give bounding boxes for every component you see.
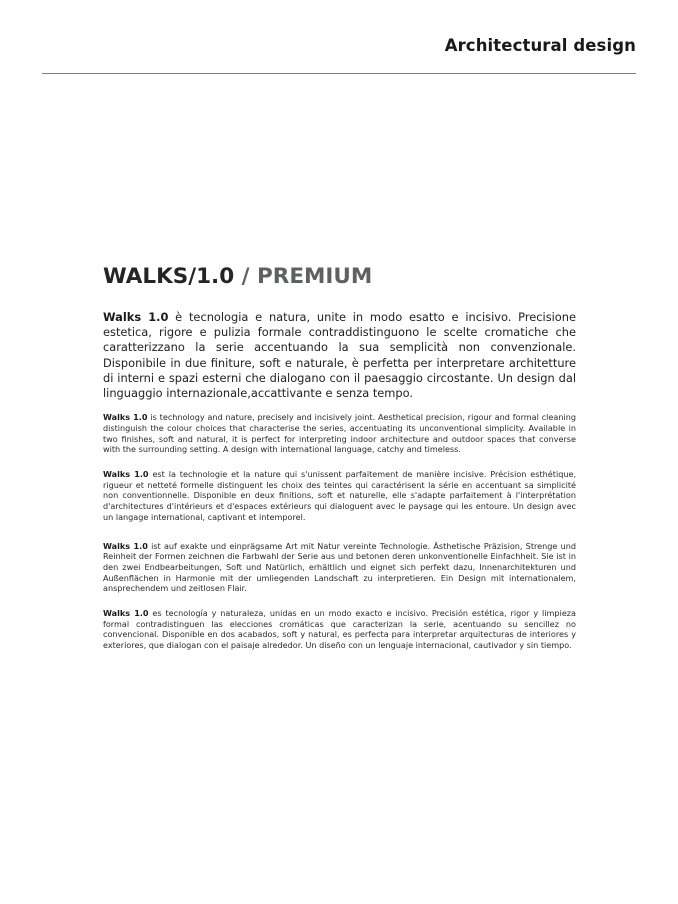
description-text-it: è tecnologia e natura, unite in modo esatto e incisivo. Precisione estetica, rigore e pulizia formale contraddistinguono le scelte cromatiche che caratterizzano la serie accentuando la sua semplicità non convenzionale. Disponibile in due finiture, soft e naturale, è perfetta per interpretare architetture di interni e spazi esterni che dialogano con il paesaggio circostante. Un design dal linguaggio internazionale,accattivante e senza tempo. [103,310,576,401]
product-name-it: Walks 1.0 [103,310,169,324]
description-italian [103,310,576,401]
product-name-en: Walks 1.0 [103,412,148,423]
description-spanish [103,608,576,651]
description-text-es: es tecnología y naturaleza, unidas en un modo exacto e incisivo. Precisión estética, rigor y limpieza formal contradistinguen las elecciones cromáticas que caracterizan la serie, acentuando su sencillez no convencional. Disponible en dos acabados, soft y natural, es perfecta para interpretar arquitecturas de interiores y exteriores, que dialogan con el paisaje alrededor. Un diseño con un lenguaje internacional, cautivador y sin tiempo. [103,608,577,651]
product-heading [103,262,576,292]
description-german [103,541,576,595]
description-text-fr: est la technologie et la nature qui s'unissent parfaitement de manière incisive. Précision esthétique, rigueur et netteté formelle distinguent les choix des teintes qui caractérisent la série en accentuant sa simplicité non conventionnelle. Disponible en deux finitions, soft et naturelle, elle s'adapte parfaitement à l'interprétation d'architectures d'intérieurs et d'espaces extérieurs qui dialoguent avec le paysage qui les entoure. Un design avec un langage international, captivant et intemporel. [103,469,577,522]
description-english [103,412,576,455]
product-name-es: Walks 1.0 [103,608,149,619]
product-series-name: WALKS/1.0 [103,264,235,289]
heading-separator: / [234,264,258,289]
product-range-name: PREMIUM [257,264,373,289]
product-name-fr: Walks 1.0 [103,469,149,480]
product-description [103,262,576,665]
header-divider [42,73,636,74]
description-text-en: is technology and nature, precisely and incisively joint. Aesthetical precision, rigour and formal cleaning distinguish the colour choices that characterise the series, accentuating its unconventional simplicity. Available in two finishes, soft and natural, it is perfect for interpreting indoor architecture and outdoor spaces that converse with the surrounding setting. A design with international language, catchy and timeless. [103,412,576,455]
product-name-de: Walks 1.0 [103,540,148,551]
description-text-de: ist auf exakte und einprägsame Art mit Natur vereinte Technologie. Ästhetische Präzision, Strenge und Reinheit der Formen zeichnen die Farbwahl der Serie aus und betonen deren unkonventionelle Einfachheit. Sie ist in den zwei Endbearbeitungen, Soft und Natürlich, erhältlich und eignet sich perfekt dazu, Innenarchitekturen und Außenflächen in Harmonie mit der umliegenden Landschaft zu interpretieren. Ein Design mit internationalem, ansprechendem und zeitlosen Flair. [103,540,576,594]
section-title: Architectural design [444,36,636,55]
description-french [103,469,576,523]
